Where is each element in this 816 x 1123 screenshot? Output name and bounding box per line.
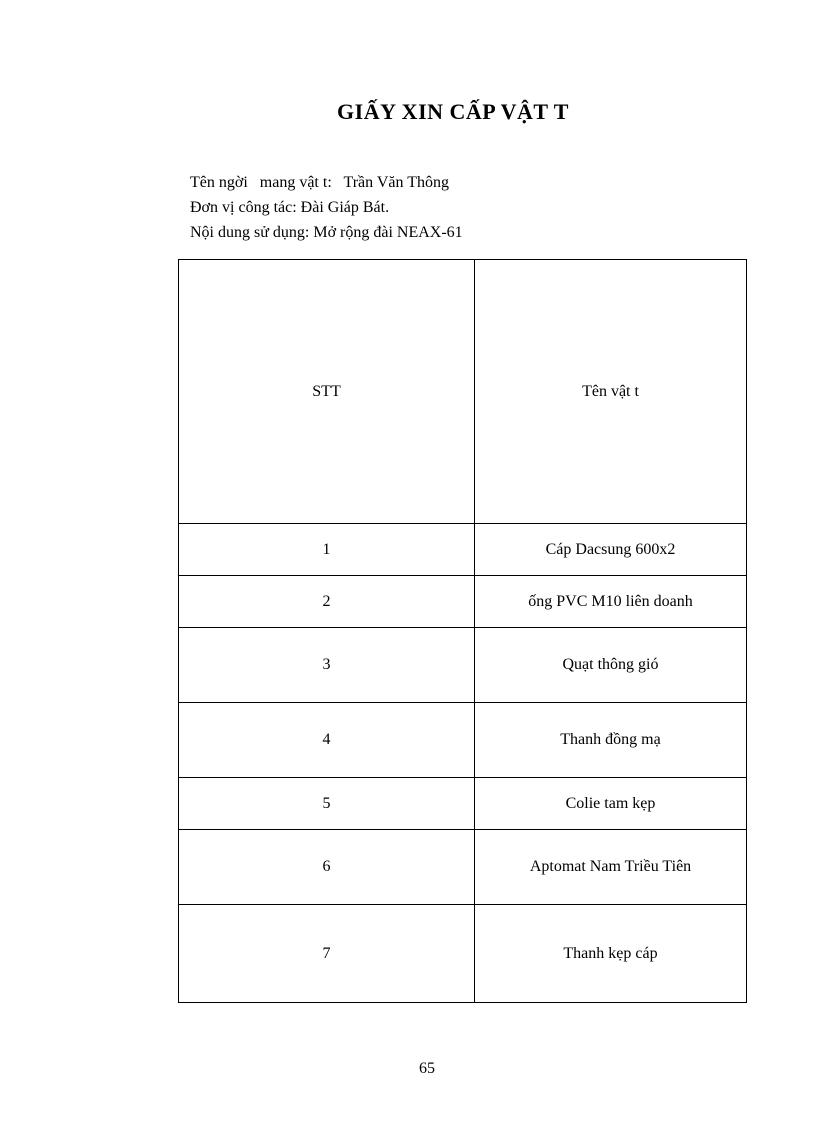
materials-table [178,259,747,1003]
table-header-row [179,260,747,524]
table-row [179,576,747,628]
header-stt: STT [179,260,475,524]
row-material-name: Thanh đồng mạ [475,703,747,778]
row-material-name: ống PVC M10 liên doanh [475,576,747,628]
purpose-line: Nội dung sử dụng: Mở rộng đài NEAX-61 [190,224,463,241]
row-stt: 7 [179,905,475,1003]
table-row [179,524,747,576]
table-row [179,628,747,703]
table-row [179,905,747,1003]
department-line: Đơn vị công tác: Đài Giáp Bát. [190,199,390,216]
table-row [179,830,747,905]
document-title: GIẤY XIN CẤP VẬT T [337,99,569,124]
row-material-name: Colie tam kẹp [475,778,747,830]
row-material-name: Quạt thông gió [475,628,747,703]
row-material-name: Aptomat Nam Triều Tiên [475,830,747,905]
row-material-name: Cáp Dacsung 600x2 [475,524,747,576]
row-stt: 3 [179,628,475,703]
header-material-name: Tên vật t [475,260,747,524]
row-stt: 4 [179,703,475,778]
row-material-name: Thanh kẹp cáp [475,905,747,1003]
page-number: 65 [419,1060,435,1077]
row-stt: 5 [179,778,475,830]
recipient-line: Tên ngời mang vật t: Trần Văn Thông [190,174,449,191]
row-stt: 2 [179,576,475,628]
table-row [179,703,747,778]
table-row [179,778,747,830]
info-block [190,170,463,245]
row-stt: 6 [179,830,475,905]
row-stt: 1 [179,524,475,576]
